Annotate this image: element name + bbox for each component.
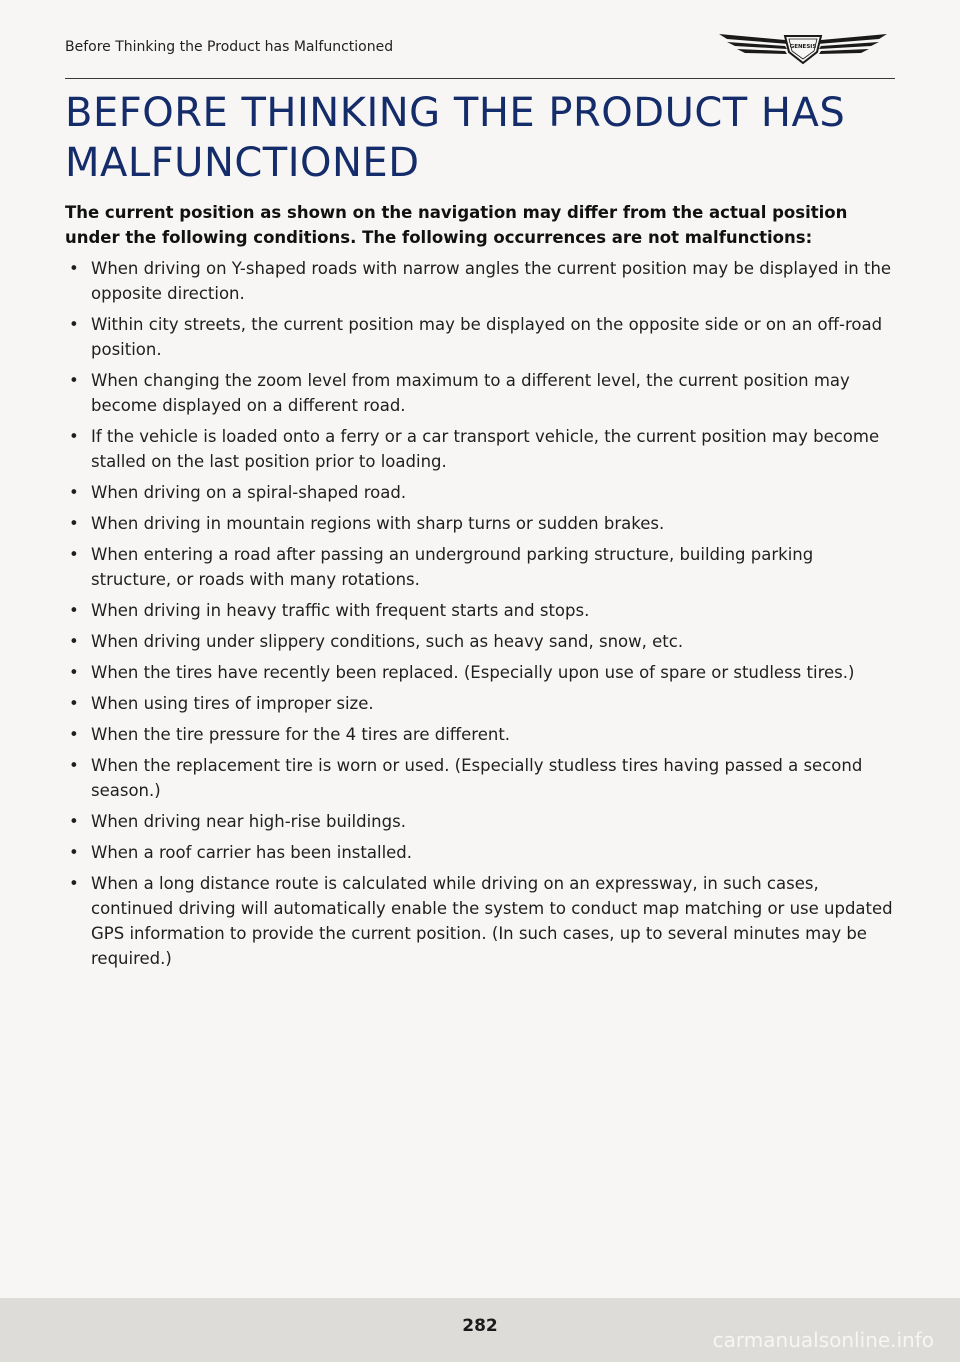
list-item — [65, 312, 895, 362]
list-item-text: When driving under slippery conditions, such as heavy sand, snow, etc. — [91, 632, 684, 651]
page-footer — [0, 1298, 960, 1362]
logo-wordmark: GENESIS — [789, 44, 817, 50]
genesis-logo — [719, 30, 887, 66]
header-section-title: Before Thinking the Product has Malfunctioned — [65, 39, 394, 55]
list-item — [65, 542, 895, 592]
list-item-text: When driving in heavy traffic with frequent starts and stops. — [91, 601, 590, 620]
watermark: carmanualsonline.info — [712, 1328, 934, 1352]
bullet-marker: • — [69, 371, 79, 390]
list-item-text: When the replacement tire is worn or used. (Especially studless tires having passed a second season.) — [91, 756, 863, 800]
list-item — [65, 256, 895, 306]
page-header — [65, 24, 895, 79]
bullet-marker: • — [69, 874, 79, 893]
bullet-marker: • — [69, 812, 79, 831]
list-item-text: When a roof carrier has been installed. — [91, 843, 413, 862]
list-item — [65, 722, 895, 747]
list-item — [65, 480, 895, 505]
page-number: 282 — [462, 1316, 498, 1336]
bullet-marker: • — [69, 259, 79, 278]
list-item-text: When the tire pressure for the 4 tires are different. — [91, 725, 511, 744]
list-item-text: When entering a road after passing an underground parking structure, building parking structure, or roads with many rotations. — [91, 545, 814, 589]
bullet-marker: • — [69, 545, 79, 564]
list-item-text: When driving on Y-shaped roads with narrow angles the current position may be displayed in the opposite direction. — [91, 259, 892, 303]
page-title: BEFORE THINKING THE PRODUCT HAS MALFUNCTIONED — [65, 90, 846, 186]
bullet-marker: • — [69, 601, 79, 620]
list-item — [65, 424, 895, 474]
intro-paragraph: The current position as shown on the navigation may differ from the actual position under the following conditions. The following occurrences are not malfunctions: — [65, 203, 848, 247]
bullet-marker: • — [69, 632, 79, 651]
list-item-text: When the tires have recently been replaced. (Especially upon use of spare or studless tires.) — [91, 663, 855, 682]
list-item-text: Within city streets, the current position may be displayed on the opposite side or on an off-road position. — [91, 315, 883, 359]
list-item — [65, 753, 895, 803]
bullet-marker: • — [69, 725, 79, 744]
bullet-marker: • — [69, 843, 79, 862]
bullet-marker: • — [69, 514, 79, 533]
bullet-marker: • — [69, 483, 79, 502]
list-item-text: When driving in mountain regions with sharp turns or sudden brakes. — [91, 514, 665, 533]
list-item-text: When driving near high-rise buildings. — [91, 812, 406, 831]
bullet-marker: • — [69, 315, 79, 334]
condition-list — [65, 256, 895, 977]
list-item — [65, 691, 895, 716]
list-item — [65, 511, 895, 536]
bullet-marker: • — [69, 694, 79, 713]
list-item — [65, 368, 895, 418]
list-item — [65, 809, 895, 834]
list-item-text: When changing the zoom level from maximum to a different level, the current position may become displayed on a different road. — [91, 371, 850, 415]
list-item — [65, 660, 895, 685]
bullet-marker: • — [69, 663, 79, 682]
list-item-text: If the vehicle is loaded onto a ferry or a car transport vehicle, the current position may become stalled on the last position prior to loading. — [91, 427, 880, 471]
bullet-marker: • — [69, 756, 79, 775]
list-item-text: When driving on a spiral-shaped road. — [91, 483, 407, 502]
list-item-text: When using tires of improper size. — [91, 694, 374, 713]
bullet-marker: • — [69, 427, 79, 446]
list-item — [65, 840, 895, 865]
list-item — [65, 871, 895, 971]
list-item — [65, 629, 895, 654]
list-item — [65, 598, 895, 623]
list-item-text: When a long distance route is calculated while driving on an expressway, in such cases, continued driving will automatically enable the system to conduct map matching or use updated GPS information to provide the current position. (In such cases, up to several minutes may be required.) — [91, 874, 893, 968]
